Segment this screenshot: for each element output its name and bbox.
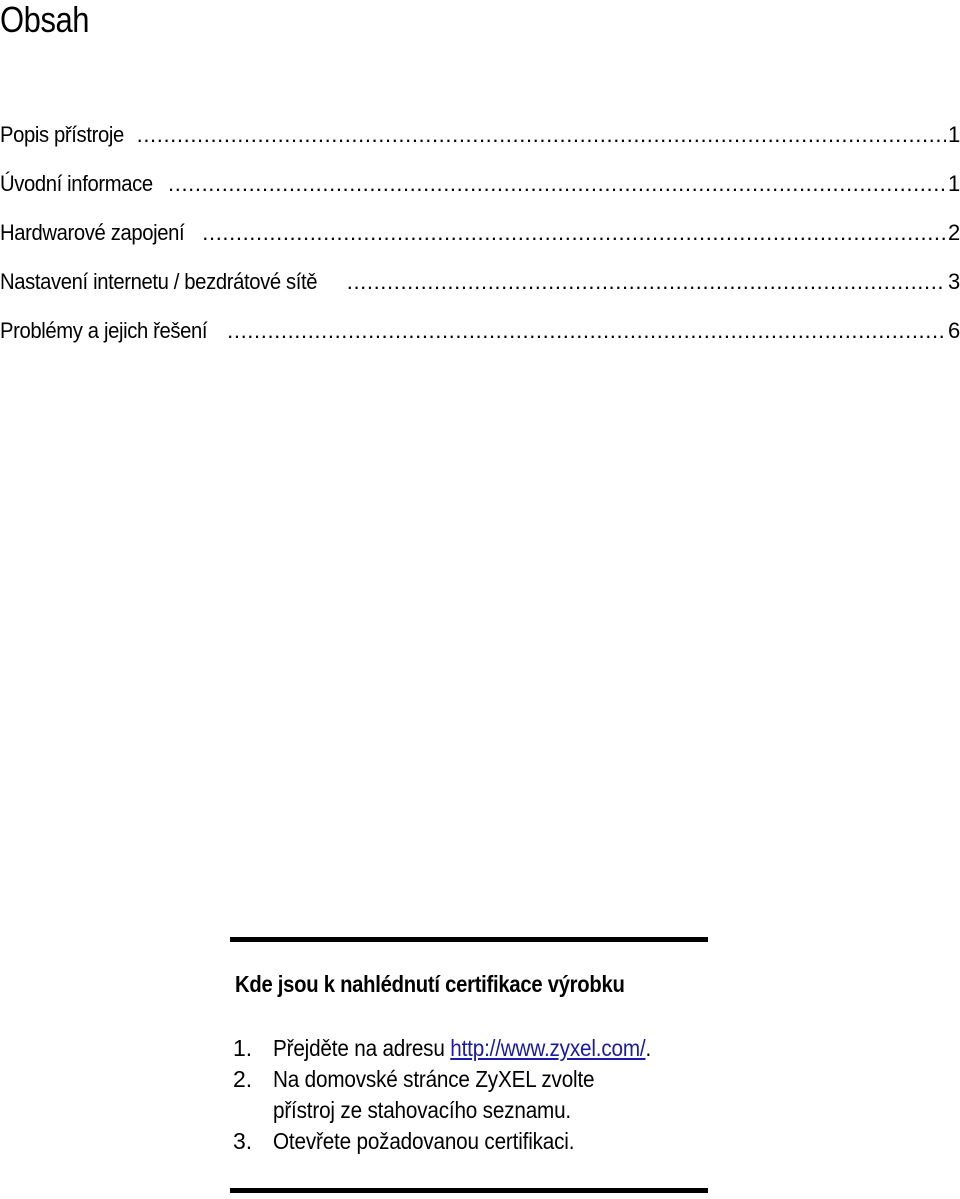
- toc-entry-page-number: 1: [948, 171, 960, 196]
- step-number: 3.: [233, 1128, 253, 1154]
- toc-entry-hardware-connection[interactable]: [0, 208, 960, 257]
- toc-entry-internet-setup[interactable]: [0, 257, 960, 306]
- toc-leader-dots: [347, 257, 946, 306]
- step-text: [273, 1064, 594, 1126]
- step-text-line-1: Na domovské stránce ZyXEL zvolte: [273, 1066, 595, 1092]
- toc-leader-dots: [137, 110, 946, 159]
- certification-heading: Kde jsou k nahlédnutí certifikace výrobku: [235, 971, 625, 997]
- toc-entry-label: Problémy a jejich řešení: [0, 318, 208, 343]
- step-text-line-2: přístroj ze stahovacího seznamu.: [273, 1097, 571, 1123]
- toc-entry-page-number: 1: [948, 122, 960, 147]
- step-number: 2.: [233, 1066, 253, 1092]
- toc-entry-page-number: 6: [948, 318, 960, 343]
- step-text: Otevřete požadovanou certifikaci.: [273, 1128, 575, 1154]
- toc-entry-troubleshooting[interactable]: [0, 306, 960, 355]
- bottom-divider: [230, 1188, 708, 1193]
- toc-leader-dots: [168, 159, 946, 208]
- toc-entry-introduction[interactable]: [0, 159, 960, 208]
- toc-entry-device-description[interactable]: [0, 110, 960, 159]
- step-2: [233, 1064, 693, 1126]
- certification-steps-list: [233, 1033, 693, 1157]
- step-number: 1.: [233, 1035, 253, 1061]
- step-text: [273, 1033, 651, 1064]
- step-text-before: Přejděte na adresu: [273, 1035, 451, 1061]
- toc-entry-label: Hardwarové zapojení: [0, 220, 185, 245]
- page-title: Obsah: [0, 0, 90, 40]
- step-1: [233, 1033, 693, 1064]
- toc-entry-page-number: 3: [948, 269, 960, 294]
- top-divider: [230, 937, 708, 942]
- toc-leader-dots: [227, 306, 946, 355]
- toc-entry-label: Popis přístroje: [0, 122, 124, 147]
- toc-entry-label: Nastavení internetu / bezdrátové sítě: [0, 269, 318, 294]
- step-3: [233, 1126, 693, 1157]
- table-of-contents: [0, 110, 960, 355]
- toc-leader-dots: [202, 208, 946, 257]
- toc-entry-label: Úvodní informace: [0, 171, 153, 196]
- zyxel-website-link[interactable]: http://www.zyxel.com/: [450, 1035, 646, 1061]
- toc-entry-page-number: 2: [948, 220, 960, 245]
- step-text-after: .: [645, 1035, 652, 1061]
